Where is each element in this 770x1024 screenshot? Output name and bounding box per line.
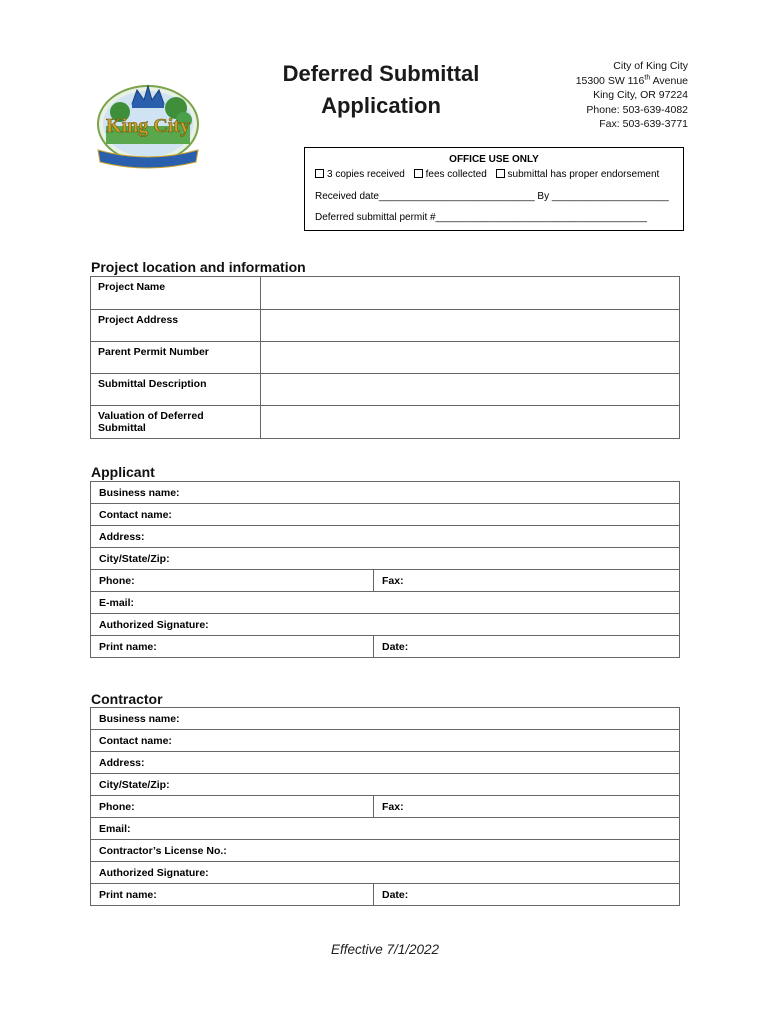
contractor-business-field[interactable]: Business name:: [91, 708, 680, 730]
table-row: [91, 774, 680, 796]
checkbox-icon[interactable]: [414, 169, 423, 178]
contractor-section-heading: Contractor: [91, 691, 163, 707]
address-line-2: 15300 SW 116th Avenue: [575, 74, 688, 87]
project-address-label: Project Address: [91, 310, 261, 342]
project-address-field[interactable]: [261, 310, 680, 342]
contractor-date-field[interactable]: Date:: [374, 884, 680, 906]
office-use-box: [304, 147, 684, 231]
copies-received-check[interactable]: 3 copies received: [315, 169, 405, 180]
applicant-fax-field[interactable]: Fax:: [374, 570, 680, 592]
table-row: [91, 840, 680, 862]
table-row: [91, 482, 680, 504]
contractor-table: [90, 707, 680, 906]
contractor-contact-field[interactable]: Contact name:: [91, 730, 680, 752]
contractor-city-field[interactable]: City/State/Zip:: [91, 774, 680, 796]
page-title: [262, 58, 500, 122]
table-row: [91, 374, 680, 406]
table-row: [91, 570, 680, 592]
table-row: [91, 504, 680, 526]
table-row: [91, 548, 680, 570]
fax-line: Fax: 503-639-3771: [599, 118, 688, 130]
effective-date-footer: Effective 7/1/2022: [330, 942, 440, 957]
king-city-logo-icon: [92, 76, 204, 172]
parent-permit-label: Parent Permit Number: [91, 342, 261, 374]
table-row: [91, 406, 680, 439]
svg-text:King City: King City: [106, 115, 190, 137]
project-name-field[interactable]: [261, 277, 680, 310]
applicant-contact-field[interactable]: Contact name:: [91, 504, 680, 526]
table-row: [91, 796, 680, 818]
applicant-address-field[interactable]: Address:: [91, 526, 680, 548]
office-checks: [315, 169, 665, 180]
table-row: [91, 310, 680, 342]
applicant-city-field[interactable]: City/State/Zip:: [91, 548, 680, 570]
table-row: [91, 862, 680, 884]
contractor-email-field[interactable]: Email:: [91, 818, 680, 840]
submittal-description-label: Submittal Description: [91, 374, 261, 406]
applicant-phone-field[interactable]: Phone:: [91, 570, 374, 592]
project-table: [90, 276, 680, 439]
applicant-email-field[interactable]: E-mail:: [91, 592, 680, 614]
table-row: [91, 730, 680, 752]
endorsement-check[interactable]: submittal has proper endorsement: [496, 169, 660, 180]
contractor-fax-field[interactable]: Fax:: [374, 796, 680, 818]
applicant-section-heading: Applicant: [91, 464, 155, 480]
table-row: [91, 752, 680, 774]
table-row: [91, 818, 680, 840]
applicant-print-name-field[interactable]: Print name:: [91, 636, 374, 658]
contractor-signature-field[interactable]: Authorized Signature:: [91, 862, 680, 884]
checkbox-icon[interactable]: [315, 169, 324, 178]
table-row: [91, 708, 680, 730]
valuation-label: Valuation of Deferred Submittal: [91, 406, 261, 439]
project-name-label: Project Name: [91, 277, 261, 310]
checkbox-icon[interactable]: [496, 169, 505, 178]
applicant-date-field[interactable]: Date:: [374, 636, 680, 658]
submittal-description-field[interactable]: [261, 374, 680, 406]
table-row: [91, 277, 680, 310]
contractor-print-name-field[interactable]: Print name:: [91, 884, 374, 906]
contractor-phone-field[interactable]: Phone:: [91, 796, 374, 818]
fees-collected-check[interactable]: fees collected: [414, 169, 487, 180]
table-row: [91, 342, 680, 374]
applicant-table: [90, 481, 680, 658]
parent-permit-field[interactable]: [261, 342, 680, 374]
contractor-address-field[interactable]: Address:: [91, 752, 680, 774]
city-address-block: [576, 59, 688, 132]
address-line-1: City of King City: [613, 60, 688, 72]
permit-number-line[interactable]: Deferred submittal permit #______________________________________: [315, 212, 647, 223]
table-row: [91, 884, 680, 906]
title-line-2: Application: [321, 93, 441, 118]
project-section-heading: Project location and information: [91, 259, 306, 275]
applicant-signature-field[interactable]: Authorized Signature:: [91, 614, 680, 636]
received-date-line[interactable]: Received date____________________________ By _____________________: [315, 191, 669, 202]
table-row: [91, 614, 680, 636]
applicant-business-field[interactable]: Business name:: [91, 482, 680, 504]
table-row: [91, 592, 680, 614]
address-line-3: King City, OR 97224: [593, 89, 688, 101]
office-use-heading: OFFICE USE ONLY: [449, 154, 539, 165]
contractor-license-field[interactable]: Contractor’s License No.:: [91, 840, 680, 862]
phone-line: Phone: 503-639-4082: [586, 103, 688, 116]
table-row: [91, 636, 680, 658]
table-row: [91, 526, 680, 548]
valuation-field[interactable]: [261, 406, 680, 439]
title-line-1: Deferred Submittal: [282, 61, 480, 86]
